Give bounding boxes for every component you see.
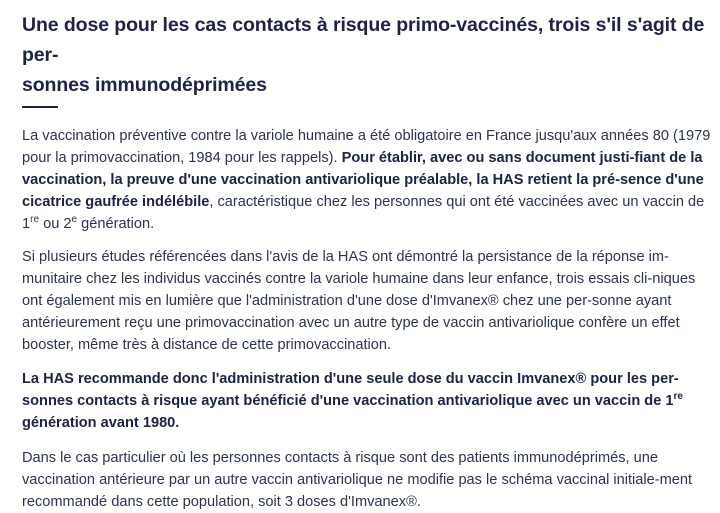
heading-underline [22, 106, 58, 108]
heading-line-1: Une dose pour les cas contacts à risque primo-vaccinés, trois s'il s'agit de per- [22, 14, 705, 66]
paragraph-recommendation [22, 368, 712, 434]
p3-end: génération avant 1980. [22, 415, 180, 431]
p1-mid: ou 2 [39, 216, 72, 232]
p3-text: La HAS recommande donc l'administration d'une seule dose du vaccin Imvanex® pour les per-sonnes contacts à risque ayant bénéficié d'une vaccination antivariolique avec un vaccin de 1 [22, 371, 679, 409]
paragraph-vaccination-history [22, 125, 712, 235]
paragraph-studies: Si plusieurs études référencées dans l'avis de la HAS ont démontré la persistance de la réponse im-munitaire chez les individus vaccinés contre la variole humaine dans leur enfance, trois essais cli-niques ont également mis en lumière que l'administration d'une dose d'Imvanex® chez une per-sonne ayant antérieurement reçu une primovaccination avec un autre type de vaccin antivariolique confère un effet booster, même très à distance de cette primovaccination. [22, 249, 696, 353]
p1-rest: , caractéristique chez les personnes qui ont été vaccinées avec un vaccin de 1 [22, 194, 705, 232]
p3-sup: re [673, 391, 683, 402]
p1-end: génération. [77, 216, 155, 232]
p1-sup-first: re [30, 214, 40, 225]
p1-sup-second: e [71, 214, 78, 225]
section-heading [22, 10, 712, 100]
article-section [22, 10, 712, 513]
heading-line-2: sonnes immunodéprimées [22, 74, 267, 96]
p1-bold-statement: Pour établir, avec ou sans document justi-fiant de la vaccination, la preuve d'une vaccination antivariolique préalable, la HAS retient la pré-sence d'une cicatrice gaufrée indélébile [22, 150, 704, 210]
p1-intro: La vaccination préventive contre la variole humaine a été obligatoire en France jusqu'aux années 80 (1979 pour la primovaccination, 1984 pour les rappels). [22, 128, 711, 166]
paragraph-immunocompromised: Dans le cas particulier où les personnes contacts à risque sont des patients immunodéprimés, une vaccination antérieure par un autre vaccin antivariolique ne modifie pas le schéma vaccinal initiale-ment recommandé dans cette population, soit 3 doses d'Imvanex®. [22, 450, 693, 510]
